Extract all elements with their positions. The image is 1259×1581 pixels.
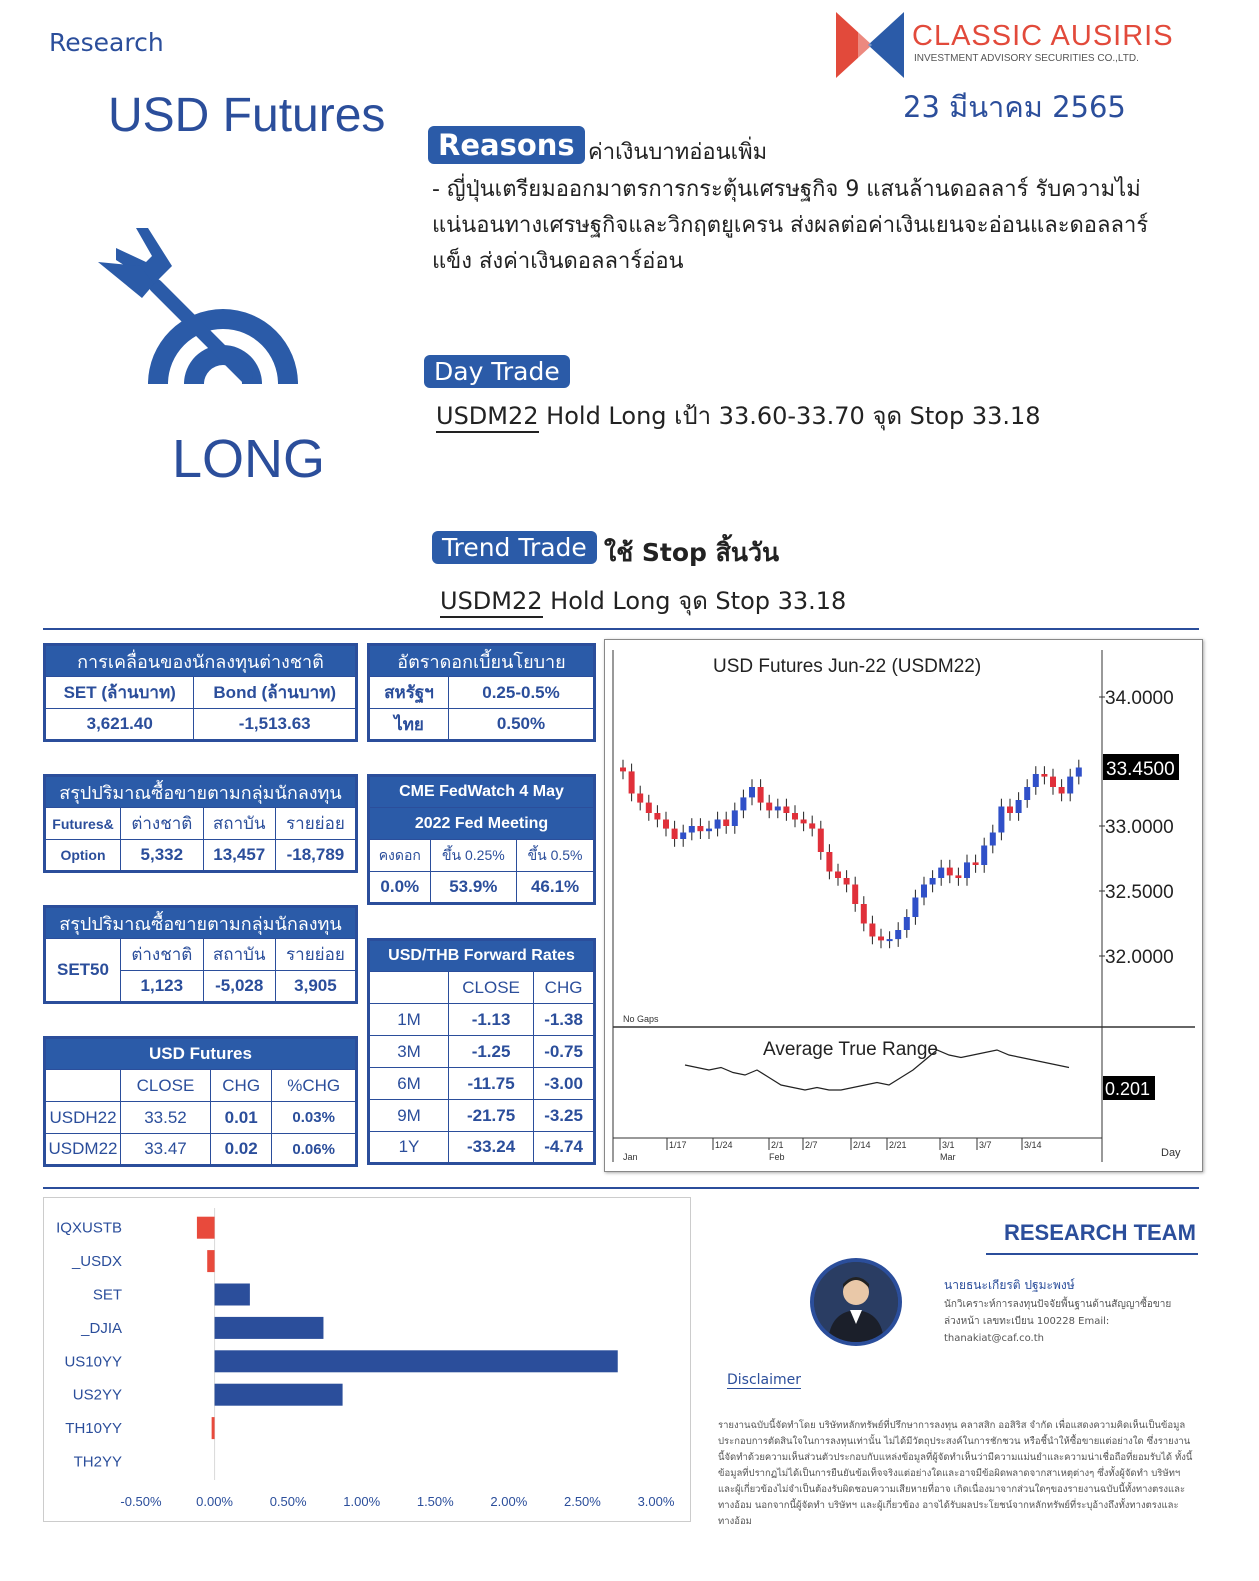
set50-flow-value-0: 1,123: [121, 971, 204, 1003]
futures-flow-value-0: 5,332: [121, 840, 204, 872]
fedwatch-value-2: 46.1%: [517, 872, 595, 904]
target-icon: [96, 226, 346, 391]
candle-body: [990, 833, 996, 846]
forward-chg: -4.74: [534, 1132, 595, 1164]
bar: [207, 1250, 214, 1272]
disclaimer-link[interactable]: Disclaimer: [727, 1372, 802, 1388]
research-team-underline: [986, 1253, 1198, 1255]
candle-body: [637, 794, 643, 803]
candle-body: [758, 787, 764, 803]
candle-body: [1016, 800, 1022, 813]
fedwatch-value-0: 0.0%: [369, 872, 431, 904]
x-tick-label: 3/7: [979, 1140, 992, 1150]
candle-body: [1050, 777, 1056, 787]
x-tick-label: 1/17: [669, 1140, 687, 1150]
forward-chg: -3.00: [534, 1068, 595, 1100]
chart-title: USD Futures Jun-22 (USDM22): [713, 656, 982, 677]
table-row: [369, 1100, 595, 1132]
forward-rates-table: [367, 938, 596, 1165]
set50-flow-table: [43, 905, 358, 1004]
forward-tenor: 9M: [369, 1100, 449, 1132]
candle-body: [869, 924, 875, 937]
x-axis-tick-label: 2.50%: [563, 1494, 601, 1509]
set50-flow-label: SET50: [45, 939, 121, 1003]
x-tick-label: 2/1: [771, 1140, 784, 1150]
candle-body: [878, 937, 884, 941]
section-label: Research: [49, 28, 164, 57]
bar-category-label: US10YY: [64, 1353, 122, 1371]
candle-body: [723, 820, 729, 827]
bar-category-label: _DJIA: [81, 1319, 122, 1337]
analyst-name: นายธนะเกียรติ ปฐมะพงษ์: [944, 1278, 1075, 1292]
set50-flow-value-1: -5,028: [203, 971, 275, 1003]
candle-body: [749, 787, 755, 797]
forward-rates-header-close: CLOSE: [449, 972, 534, 1004]
candle-body: [930, 878, 936, 885]
reason-headline: ค่าเงินบาทอ่อนเพิ่ม: [588, 140, 768, 165]
candle-body: [818, 829, 824, 852]
candle-body: [1076, 768, 1082, 777]
fedwatch-value-1: 53.9%: [430, 872, 517, 904]
x-axis-tick-label: 1.00%: [343, 1494, 381, 1509]
fedwatch-header-2: ขึ้น 0.5%: [517, 840, 595, 872]
day-trade-symbol: USDM22: [436, 402, 539, 433]
bar-category-label: TH10YY: [65, 1420, 122, 1438]
candle-body: [921, 885, 927, 898]
period-label: Day: [1161, 1147, 1181, 1159]
usd-futures-pct: 0.06%: [272, 1134, 357, 1166]
month-label: Jan: [623, 1152, 638, 1162]
report-date: 23 มีนาคม 2565: [903, 90, 1126, 124]
candle-body: [809, 823, 815, 828]
foreign-flow-val2: -1,513.63: [194, 709, 357, 741]
futures-flow-value-1: 13,457: [203, 840, 275, 872]
futures-flow-header-0: ต่างชาติ: [121, 808, 204, 840]
set50-flow-value-2: 3,905: [275, 971, 356, 1003]
set50-flow-header-0: ต่างชาติ: [121, 939, 204, 971]
forward-chg: -0.75: [534, 1036, 595, 1068]
forward-chg: -3.25: [534, 1100, 595, 1132]
candle-body: [1059, 787, 1065, 794]
trend-trade-symbol: USDM22: [440, 587, 543, 618]
x-axis-tick-label: 3.00%: [637, 1494, 675, 1509]
candle-body: [715, 820, 721, 829]
policy-rate-th-value: 0.50%: [449, 709, 595, 741]
candle-body: [646, 803, 652, 813]
candle-body: [680, 833, 686, 840]
forward-rates-title: USD/THB Forward Rates: [369, 940, 595, 972]
candle-body: [852, 885, 858, 905]
candle-body: [964, 862, 970, 878]
market-change-chart: [43, 1197, 691, 1522]
y-tick-label: 32.0000: [1105, 947, 1174, 968]
set50-flow-title: สรุปปริมาณซื้อขายตามกลุ่มนักลงทุน: [45, 907, 357, 939]
x-tick-label: 3/14: [1024, 1140, 1042, 1150]
bar: [215, 1284, 250, 1306]
forward-close: -21.75: [449, 1100, 534, 1132]
table-row: [369, 1036, 595, 1068]
forward-tenor: 3M: [369, 1036, 449, 1068]
candle-body: [1024, 787, 1030, 800]
futures-flow-value-2: -18,789: [275, 840, 356, 872]
x-tick-label: 2/21: [889, 1140, 907, 1150]
set50-flow-header-1: สถาบัน: [203, 939, 275, 971]
forward-close: -33.24: [449, 1132, 534, 1164]
policy-rate-table: [367, 643, 596, 742]
futures-flow-table: [43, 774, 358, 873]
forward-close: -1.25: [449, 1036, 534, 1068]
candle-body: [904, 917, 910, 930]
x-tick-label: 2/14: [853, 1140, 871, 1150]
bar-category-label: SET: [92, 1286, 122, 1304]
forward-rates-header-chg: CHG: [534, 972, 595, 1004]
futures-flow-header-2: รายย่อย: [275, 808, 356, 840]
logo-name: CLASSIC AUSIRIS: [912, 20, 1174, 52]
bar: [212, 1417, 215, 1439]
fedwatch-header-0: คงดอก: [369, 840, 431, 872]
candle-body: [861, 904, 867, 924]
set50-flow-header-2: รายย่อย: [275, 939, 356, 971]
candle-body: [740, 797, 746, 810]
usd-futures-name: USDH22: [45, 1102, 121, 1134]
market-change-svg: [44, 1198, 690, 1521]
futures-flow-label-1: Futures&: [45, 808, 121, 840]
reason-body: - ญี่ปุ่นเตรียมออกมาตรการกระตุ้นเศรษฐกิจ 9 แสนล้านดอลลาร์ รับความไม่แน่นอนทางเศรษฐกิจและวิกฤตยูเครน ส่งผลต่อค่าเงินเยนจะอ่อนและดอลลาร์แข็ง ส่งค่าเงินดอลลาร์อ่อน: [432, 177, 1149, 274]
y-tick-label: 33.0000: [1105, 817, 1174, 838]
x-axis-tick-label: 0.00%: [196, 1494, 234, 1509]
forward-close: -11.75: [449, 1068, 534, 1100]
divider-top: [43, 628, 1199, 630]
candle-body: [938, 868, 944, 878]
candle-body: [672, 829, 678, 839]
candle-body: [620, 768, 626, 772]
logo-icon: [836, 12, 904, 78]
candle-body: [689, 826, 695, 833]
candle-body: [783, 807, 789, 814]
candle-body: [912, 898, 918, 918]
forward-tenor: 1Y: [369, 1132, 449, 1164]
month-label: Mar: [940, 1152, 956, 1162]
trend-trade-text: Hold Long จุด Stop 33.18: [550, 587, 847, 615]
no-gaps-note: No Gaps: [623, 1014, 659, 1024]
day-trade-line: [436, 396, 1041, 435]
divider-bottom: [43, 1187, 1199, 1189]
usd-futures-header-pct: %CHG: [272, 1070, 357, 1102]
candle-body: [844, 878, 850, 885]
signal-label: LONG: [172, 429, 326, 489]
bar-category-label: IQXUSTB: [56, 1219, 122, 1237]
trend-trade-badge: Trend Trade: [432, 531, 597, 564]
forward-tenor: 6M: [369, 1068, 449, 1100]
disclaimer-text: รายงานฉบับนี้จัดทำโดย บริษัทหลักทรัพย์ที่ปรึกษาการลงทุน คลาสสิก ออสิริส จำกัด เพื่อแสดงความคิดเห็นเป็นข้อมูลประกอบการตัดสินใจในการลงทุนเท่านั้น ไม่ได้มีวัตถุประสงค์ในการชักชวน หรือชี้นำให้ซื้อขายแต่อย่างใด ซึ่งรายงานนี้จัดทำด้วยความเห็นส่วนตัวประกอบกับแหล่งข้อมูลที่ผู้จัดทำเห็นว่ามีความแม่นยำและความน่าเชื่อถือที่ยอมรับได้ ทั้งนี้ข้อมูลที่ปรากฏไม่ได้เป็นการยืนยันข้อเท็จจริงแต่อย่างใดและอาจมีข้อผิดพลาดจากสาเหตุต่างๆ ซึ่งทั้งผู้จัดทำ บริษัทฯ และผู้เกี่ยวข้องไม่จำเป็นต้องรับผิดชอบความเสียหายที่อาจ เกิดเนื่องมาจากส่วนใดๆของรายงานฉบับนี้ทั้งทางตรงและทางอ้อม นอกจากนี้ผู้จัดทำ บริษัทฯ และผู้เกี่ยวข้อง อาจได้รับผลประโยชน์จากหลักทรัพย์ที่ระบุอ้างถึงทั้งทางตรงและทางอ้อม: [718, 1420, 1193, 1527]
usd-futures-header-chg: CHG: [210, 1070, 271, 1102]
forward-chg: -1.38: [534, 1004, 595, 1036]
foreign-flow-val1: 3,621.40: [45, 709, 194, 741]
foreign-flow-col2: Bond (ล้านบาท): [194, 677, 357, 709]
usd-futures-header-close: CLOSE: [121, 1070, 211, 1102]
bar: [215, 1384, 343, 1406]
y-tick-label: 34.0000: [1105, 688, 1174, 709]
foreign-flow-col1: SET (ล้านบาท): [45, 677, 194, 709]
candle-body: [801, 820, 807, 824]
month-label: Feb: [769, 1152, 785, 1162]
candle-body: [775, 807, 781, 811]
table-row: [45, 1134, 357, 1166]
table-row: [369, 1132, 595, 1164]
candle-body: [947, 868, 953, 876]
foreign-flow-title: การเคลื่อนของนักลงทุนต่างชาติ: [45, 645, 357, 677]
candle-body: [835, 872, 841, 879]
candle-body: [697, 826, 703, 831]
usd-futures-chg: 0.01: [210, 1102, 271, 1134]
candle-body: [981, 846, 987, 866]
page-title: USD Futures: [108, 89, 386, 142]
candle-body: [654, 813, 660, 820]
avatar: [810, 1258, 902, 1346]
forward-rates-corner: [369, 972, 449, 1004]
usd-futures-chg: 0.02: [210, 1134, 271, 1166]
policy-rate-us-value: 0.25-0.5%: [449, 677, 595, 709]
x-axis-tick-label: 0.50%: [269, 1494, 307, 1509]
fedwatch-title-2: 2022 Fed Meeting: [369, 808, 595, 840]
usd-futures-close: 33.52: [121, 1102, 211, 1134]
fedwatch-title-1: CME FedWatch 4 May: [369, 776, 595, 808]
candle-body: [732, 810, 738, 826]
x-axis-tick-label: 1.50%: [416, 1494, 454, 1509]
research-team-title: RESEARCH TEAM: [1004, 1220, 1196, 1245]
analyst-photo: [814, 1262, 898, 1342]
atr-value: 0.201: [1105, 1079, 1151, 1099]
price-chart: [604, 639, 1203, 1172]
candle-body: [895, 930, 901, 939]
bar: [215, 1317, 324, 1339]
policy-rate-title: อัตราดอกเบี้ยนโยบาย: [369, 645, 595, 677]
bar-category-label: TH2YY: [73, 1453, 122, 1471]
candle-body: [998, 807, 1004, 833]
usd-futures-name: USDM22: [45, 1134, 121, 1166]
candle-body: [663, 820, 669, 829]
usd-futures-title: USD Futures: [45, 1038, 357, 1070]
candle-body: [629, 771, 635, 793]
table-row: [45, 1102, 357, 1134]
bar-category-label: _USDX: [71, 1253, 122, 1271]
policy-rate-us-label: สหรัฐฯ: [369, 677, 449, 709]
bar: [197, 1217, 215, 1239]
usd-futures-table: [43, 1036, 358, 1167]
candle-body: [706, 829, 712, 832]
candle-body: [766, 803, 772, 811]
atr-title: Average True Range: [763, 1039, 938, 1060]
futures-flow-title: สรุปปริมาณซื้อขายตามกลุ่มนักลงทุน: [45, 776, 357, 808]
futures-flow-header-1: สถาบัน: [203, 808, 275, 840]
last-price: 33.4500: [1106, 759, 1175, 780]
usd-futures-close: 33.47: [121, 1134, 211, 1166]
logo-subtitle: INVESTMENT ADVISORY SECURITIES CO.,LTD.: [914, 53, 1139, 64]
candle-body: [973, 862, 979, 865]
price-chart-svg: [605, 640, 1202, 1171]
usd-futures-corner: [45, 1070, 121, 1102]
x-axis-tick-label: -0.50%: [120, 1494, 162, 1509]
bar-category-label: US2YY: [72, 1386, 122, 1404]
candle-body: [887, 939, 893, 941]
reasons-badge: Reasons: [428, 126, 585, 164]
candle-body: [1067, 777, 1073, 794]
x-tick-label: 1/24: [715, 1140, 733, 1150]
futures-flow-label-2: Option: [45, 840, 121, 872]
x-axis-tick-label: 2.00%: [490, 1494, 528, 1509]
policy-rate-th-label: ไทย: [369, 709, 449, 741]
table-row: [369, 1068, 595, 1100]
candle-body: [1033, 774, 1039, 787]
candle-body: [1041, 774, 1047, 777]
candle-body: [792, 813, 798, 820]
x-tick-label: 2/7: [805, 1140, 818, 1150]
trend-trade-line: [440, 581, 846, 620]
bar: [215, 1350, 618, 1372]
analyst-info: นักวิเคราะห์การลงทุนปัจจัยพื้นฐานด้านสัญญาซื้อขายล่วงหน้า เลขทะเบียน 100228 Email: thanakiat@caf.co.th: [944, 1299, 1172, 1344]
forward-tenor: 1M: [369, 1004, 449, 1036]
x-tick-label: 3/1: [942, 1140, 955, 1150]
day-trade-badge: Day Trade: [424, 355, 570, 388]
usd-futures-pct: 0.03%: [272, 1102, 357, 1134]
table-row: [369, 1004, 595, 1036]
fedwatch-header-1: ขึ้น 0.25%: [430, 840, 517, 872]
candle-body: [955, 875, 961, 878]
y-tick-label: 32.5000: [1105, 882, 1174, 903]
fedwatch-table: [367, 774, 596, 905]
candle-body: [826, 852, 832, 872]
day-trade-text: Hold Long เป้า 33.60-33.70 จุด Stop 33.18: [546, 402, 1041, 430]
candle-body: [1007, 807, 1013, 814]
forward-close: -1.13: [449, 1004, 534, 1036]
trend-trade-headline: ใช้ Stop สิ้นวัน: [604, 538, 780, 567]
foreign-flow-table: [43, 643, 358, 742]
